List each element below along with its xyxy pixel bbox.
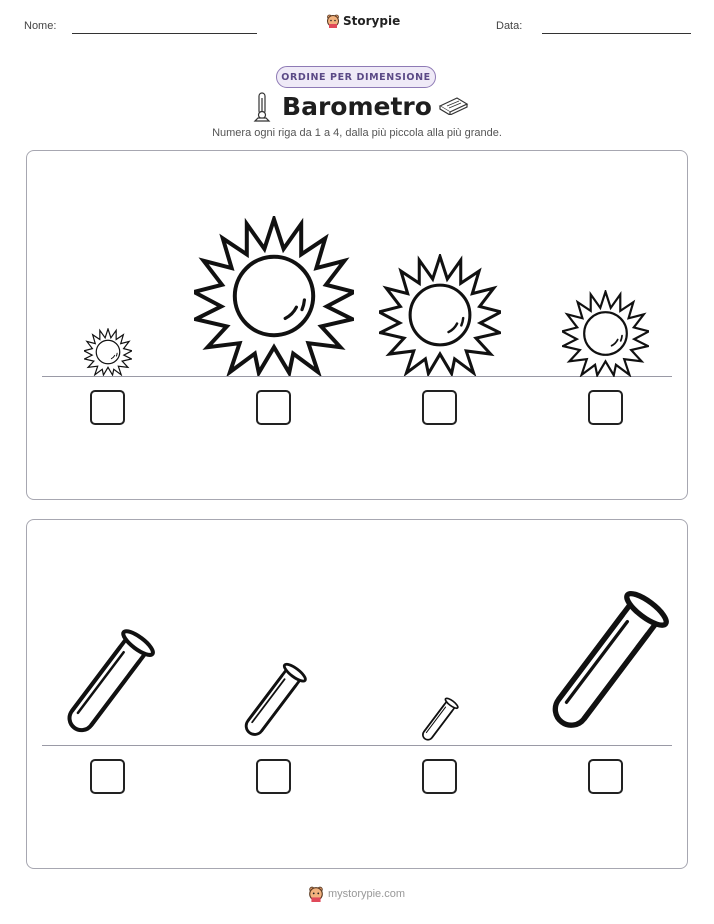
brand	[326, 14, 400, 28]
page-title: Barometro	[282, 92, 432, 121]
answer-box[interactable]	[90, 390, 125, 425]
test-tube-icon	[238, 657, 309, 745]
date-line[interactable]	[542, 33, 691, 34]
answer-box[interactable]	[90, 759, 125, 794]
baseline	[42, 745, 672, 746]
footer-url: mystorypie.com	[328, 888, 406, 900]
answer-box[interactable]	[422, 759, 457, 794]
brand-name: Storypie	[343, 14, 401, 28]
test-tube-icon	[418, 694, 460, 746]
instructions: Numera ogni riga da 1 a 4, dalla più piccola alla più grande.	[212, 127, 502, 139]
answer-box[interactable]	[588, 390, 623, 425]
answer-box[interactable]	[422, 390, 457, 425]
sun-icon	[562, 290, 649, 377]
sun-icon	[194, 216, 354, 376]
instrument-icon	[437, 95, 469, 115]
footer	[308, 886, 405, 902]
answer-box[interactable]	[588, 759, 623, 794]
test-tube-icon	[540, 580, 673, 745]
storypie-logo-icon	[326, 14, 340, 28]
storypie-logo-icon	[308, 886, 324, 902]
sun-icon	[379, 254, 501, 376]
sun-icon	[84, 328, 132, 376]
date-label: Data:	[496, 20, 523, 32]
name-line[interactable]	[72, 33, 257, 34]
category-badge: ORDINE PER DIMENSIONE	[276, 66, 436, 88]
name-label: Nome:	[24, 20, 57, 32]
answer-box[interactable]	[256, 759, 291, 794]
answer-box[interactable]	[256, 390, 291, 425]
test-tube-icon	[58, 621, 158, 745]
